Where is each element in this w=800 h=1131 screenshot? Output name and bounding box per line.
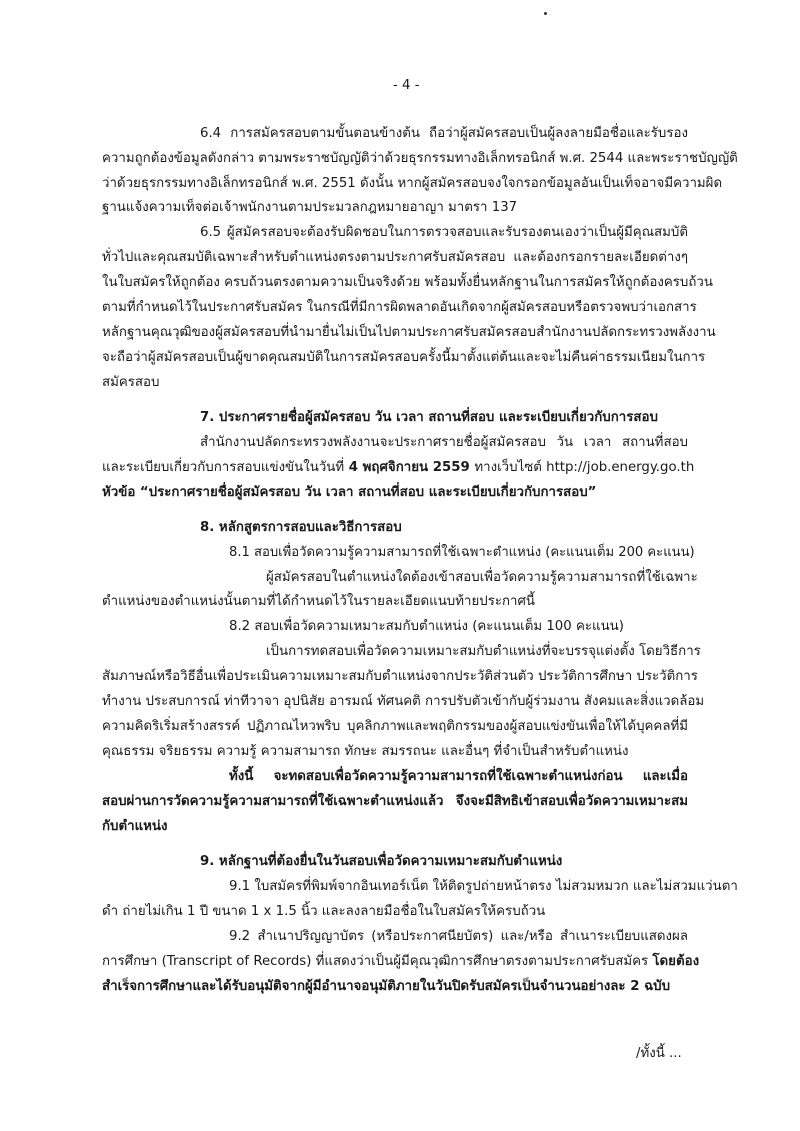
announcement-date: 4 พฤศจิกายน 2559 (344, 460, 475, 475)
para-6-4-line: ว่าด้วยธุรกรรมทางอิเล็กทรอนิกส์ พ.ศ. 2551 ดังนั้น หากผู้สมัครสอบจงใจกรอกข้อมูลอันเป็นเท็จอาจมีความผิด (102, 176, 723, 191)
section-8-note-line: ทั้งนี้ จะทดสอบเพื่อวัดความรู้ความสามารถที่ใช้เฉพาะตำแหน่งก่อน และเมื่อ (229, 769, 688, 784)
section-7-text: และระเบียบเกี่ยวกับการสอบแข่งขันในวันที่ (102, 460, 345, 475)
scan-speck (544, 12, 547, 15)
section-7-line (102, 458, 694, 478)
website-text: ทางเว็บไซต์ http://job.energy.go.th (474, 460, 695, 475)
section-8-2-line: เป็นการทดสอบเพื่อวัดความเหมาะสมกับตำแหน่งที่จะบรรจุแต่งตั้ง โดยวิธีการ (266, 644, 701, 659)
para-6-5-line: ตามที่กำหนดไว้ในประกาศรับสมัคร ในกรณีที่มีการผิดพลาดอันเกิดจากผู้สมัครสอบหรือตรวจพบว่าเอกสาร (102, 300, 697, 315)
para-6-5-line: 6.5 ผู้สมัครสอบจะต้องรับผิดชอบในการตรวจสอบและรับรองตนเองว่าเป็นผู้มีคุณสมบัติ (200, 225, 688, 240)
para-6-4-line: 6.4 การสมัครสอบตามขั้นตอนข้างต้น ถือว่าผู้สมัครสอบเป็นผู้ลงลายมือชื่อและรับรอง (200, 126, 688, 141)
section-8-2-line: ทำงาน ประสบการณ์ ท่าทีวาจา อุปนิสัย อารมณ์ ทัศนคติ การปรับตัวเข้ากับผู้ร่วมงาน สังคมและสิ่งแวดล้อม (102, 694, 705, 709)
section-8-1-line: ผู้สมัครสอบในตำแหน่งใดต้องเข้าสอบเพื่อวัดความรู้ความสามารถที่ใช้เฉพาะ (266, 570, 698, 585)
para-6-5-line: ทั่วไปและคุณสมบัติเฉพาะสำหรับตำแหน่งตรงตามประกาศรับสมัครสอบ และต้องกรอกรายละเอียดต่างๆ (102, 250, 688, 265)
section-7-heading: 7. ประกาศรายชื่อผู้สมัครสอบ วัน เวลา สถานที่สอบ และระเบียบเกี่ยวกับการสอบ (200, 410, 658, 425)
section-8-heading: 8. หลักสูตรการสอบและวิธีการสอบ (200, 520, 402, 535)
section-9-heading: 9. หลักฐานที่ต้องยื่นในวันสอบเพื่อวัดความเหมาะสมกับตำแหน่ง (200, 854, 563, 869)
section-8-1-line: ตำแหน่งของตำแหน่งนั้นตามที่ได้กำหนดไว้ในรายละเอียดแนบท้ายประกาศนี้ (102, 594, 536, 609)
para-6-5-line: ในใบสมัครให้ถูกต้อง ครบถ้วนตรงตามความเป็นจริงด้วย พร้อมทั้งยื่นหลักฐานในการสมัครให้ถูกต้องครบถ้วน (102, 275, 713, 290)
para-6-4-line: ฐานแจ้งความเท็จต่อเจ้าพนักงานตามประมวลกฎหมายอาญา มาตรา 137 (102, 200, 518, 215)
section-8-2-line: สัมภาษณ์หรือวิธีอื่นเพื่อประเมินความเหมาะสมกับตำแหน่งจากประวัติส่วนตัว ประวัติการศึกษา ประวัติการ (102, 669, 698, 684)
section-8-note-line: สอบผ่านการวัดความรู้ความสามารถที่ใช้เฉพาะตำแหน่งแล้ว จึงจะมีสิทธิเข้าสอบเพื่อวัดความเหมาะสม (102, 794, 688, 809)
para-6-5-line: จะถือว่าผู้สมัครสอบเป็นผู้ขาดคุณสมบัติในการสมัครสอบครั้งนี้มาตั้งแต่ต้นและจะไม่คืนค่าธรรมเนียมในการ (102, 350, 706, 365)
section-8-1-title: 8.1 สอบเพื่อวัดความรู้ความสามารถที่ใช้เฉพาะตำแหน่ง (คะแนนเต็ม 200 คะแนน) (229, 545, 695, 560)
para-6-5-line: สมัครสอบ (102, 375, 160, 390)
para-6-5-line: หลักฐานคุณวุฒิของผู้สมัครสอบที่นำมายื่นไม่เป็นไปตามประกาศรับสมัครสอบสำนักงานปลัดกระทรวงพลังงาน (102, 325, 716, 340)
section-9-2-line: 9.2 สำเนาปริญญาบัตร (หรือประกาศนียบัตร) และ/หรือ สำเนาระเบียบแสดงผล (229, 929, 688, 944)
continuation-marker: /ทั้งนี้ ... (636, 1046, 682, 1061)
section-9-2-text: การศึกษา (Transcript of Records) ที่แสดงว่าเป็นผู้มีคุณวุฒิการศึกษาตรงตามประกาศรับสมัคร (102, 954, 653, 969)
section-8-2-line: คุณธรรม จริยธรรม ความรู้ ความสามารถ ทักษะ สมรรถนะ และอื่นๆ ที่จำเป็นสำหรับตำแหน่ง (102, 744, 629, 759)
section-9-2-line (102, 952, 699, 972)
para-6-4-line: ความถูกต้องข้อมูลดังกล่าว ตามพระราชบัญญัติว่าด้วยธุรกรรมทางอิเล็กทรอนิกส์ พ.ศ. 2544 และพระราชบัญญัติ (102, 151, 738, 166)
section-7-line: สำนักงานปลัดกระทรวงพลังงานจะประกาศรายชื่อผู้สมัครสอบ วัน เวลา สถานที่สอบ (200, 435, 688, 450)
section-9-2-line: สำเร็จการศึกษาและได้รับอนุมัติจากผู้มีอำนาจอนุมัติภายในวันปิดรับสมัครเป็นจำนวนอย่างละ 2 ฉบับ (102, 979, 671, 994)
page-number: - 4 - (393, 78, 420, 93)
section-8-note-line: กับตำแหน่ง (102, 819, 168, 834)
section-9-1-line: ดำ ถ่ายไม่เกิน 1 ปี ขนาด 1 x 1.5 นิ้ว และลงลายมือชื่อในใบสมัครให้ครบถ้วน (102, 904, 546, 919)
section-7-topic: หัวข้อ “ประกาศรายชื่อผู้สมัครสอบ วัน เวลา สถานที่สอบ และระเบียบเกี่ยวกับการสอบ” (102, 485, 597, 500)
section-9-2-bold: โดยต้อง (652, 954, 700, 969)
section-8-2-line: ความคิดริเริ่มสร้างสรรค์ ปฏิภาณไหวพริบ บุคลิกภาพและพฤติกรรมของผู้สอบแข่งขันเพื่อให้ได้บุคคลที่มี (102, 719, 688, 734)
section-9-1-line: 9.1 ใบสมัครที่พิมพ์จากอินเทอร์เน็ต ให้ติดรูปถ่ายหน้าตรง ไม่สวมหมวก และไม่สวมแว่นตา (229, 879, 738, 894)
section-8-2-title: 8.2 สอบเพื่อวัดความเหมาะสมกับตำแหน่ง (คะแนนเต็ม 100 คะแนน) (229, 619, 624, 634)
